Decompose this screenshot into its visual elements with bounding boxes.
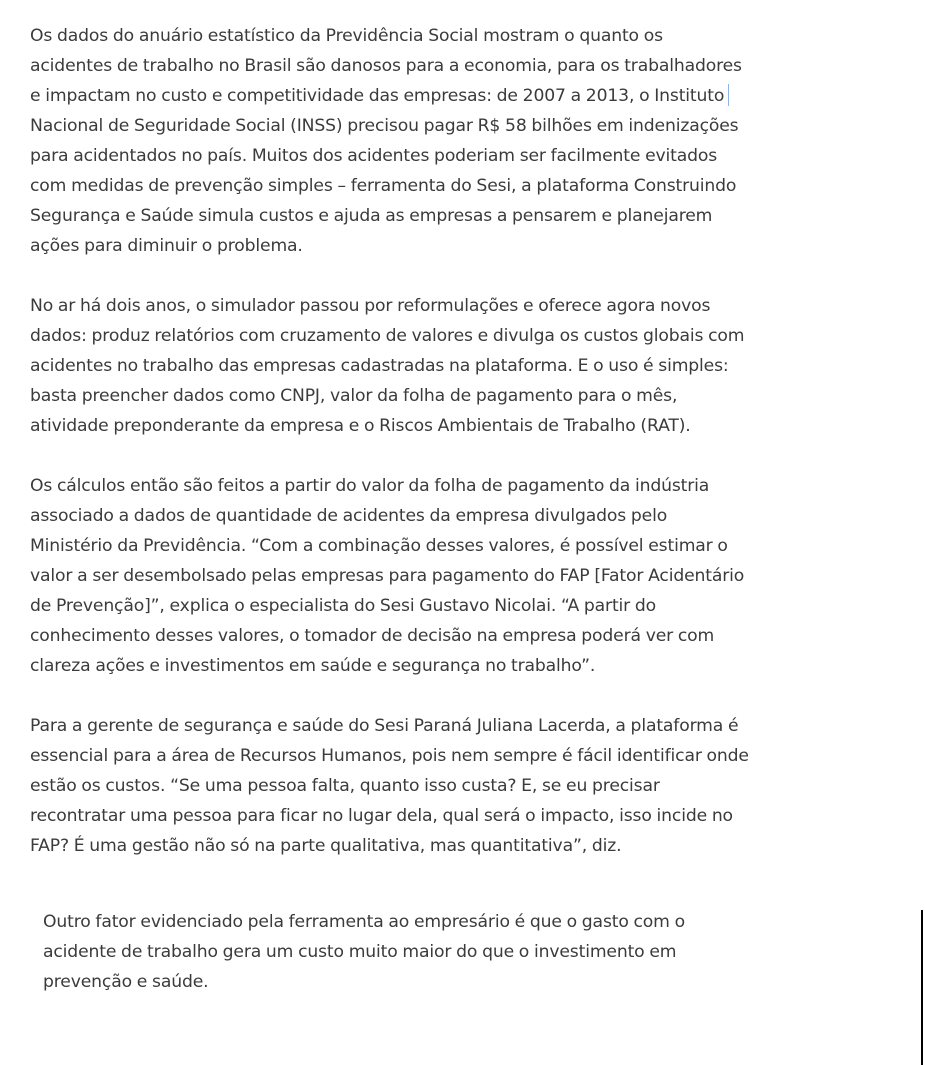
vertical-divider-rule <box>921 910 923 1065</box>
text-line: Os dados do anuário estatístico da Previdência Social mostram o quanto os <box>30 26 663 46</box>
text-line: Segurança e Saúde simula custos e ajuda as empresas a pensarem e planejarem <box>30 206 713 226</box>
text-line: com medidas de prevenção simples – ferramenta do Sesi, a plataforma Construindo <box>30 176 737 196</box>
text-line: para acidentados no país. Muitos dos acidentes poderiam ser facilmente evitados <box>30 146 718 166</box>
paragraph-5-indented <box>43 907 910 997</box>
text-line: dados: produz relatórios com cruzamento de valores e divulga os custos globais com <box>30 326 745 346</box>
text-line: conhecimento desses valores, o tomador de decisão na empresa poderá ver com <box>30 626 715 646</box>
paragraph-1 <box>30 21 910 261</box>
paragraph-4 <box>30 711 910 861</box>
text-line: acidentes no trabalho das empresas cadastradas na plataforma. E o uso é simples: <box>30 356 729 376</box>
text-line: ações para diminuir o problema. <box>30 236 303 256</box>
text-line: Nacional de Seguridade Social (INSS) precisou pagar R$ 58 bilhões em indenizações <box>30 116 739 136</box>
text-line: No ar há dois anos, o simulador passou por reformulações e oferece agora novos <box>30 296 711 316</box>
text-line: basta preencher dados como CNPJ, valor da folha de pagamento para o mês, <box>30 386 678 406</box>
text-line: Os cálculos então são feitos a partir do valor da folha de pagamento da indústria <box>30 476 710 496</box>
text-line: acidentes de trabalho no Brasil são danosos para a economia, para os trabalhadores <box>30 56 742 76</box>
text-line-with-caret <box>30 81 910 111</box>
text-line: valor a ser desembolsado pelas empresas para pagamento do FAP [Fator Acidentário <box>30 566 745 586</box>
text-cursor-caret <box>728 84 729 106</box>
text-line: atividade preponderante da empresa e o Riscos Ambientais de Trabalho (RAT). <box>30 416 691 436</box>
paragraph-3 <box>30 471 910 681</box>
text-line: associado a dados de quantidade de acidentes da empresa divulgados pelo <box>30 506 668 526</box>
text-line: Outro fator evidenciado pela ferramenta ao empresário é que o gasto com o <box>43 912 685 932</box>
text-line: FAP? É uma gestão não só na parte qualitativa, mas quantitativa”, diz. <box>30 836 622 856</box>
text-line: clareza ações e investimentos em saúde e segurança no trabalho”. <box>30 656 596 676</box>
text-line: Para a gerente de segurança e saúde do Sesi Paraná Juliana Lacerda, a plataforma é <box>30 716 739 736</box>
text-line: de Prevenção]”, explica o especialista do Sesi Gustavo Nicolai. “A partir do <box>30 596 657 616</box>
text-line: recontratar uma pessoa para ficar no lugar dela, qual será o impacto, isso incide no <box>30 806 733 826</box>
text-line: prevenção e saúde. <box>43 972 209 992</box>
text-line: acidente de trabalho gera um custo muito maior do que o investimento em <box>43 942 677 962</box>
text-line: essencial para a área de Recursos Humanos, pois nem sempre é fácil identificar onde <box>30 746 749 766</box>
text-line: estão os custos. “Se uma pessoa falta, quanto isso custa? E, se eu precisar <box>30 776 660 796</box>
text-line: e impactam no custo e competitividade das empresas: de 2007 a 2013, o Instituto <box>30 86 725 106</box>
article-body[interactable] <box>30 21 910 1027</box>
text-line: Ministério da Previdência. “Com a combinação desses valores, é possível estimar o <box>30 536 728 556</box>
paragraph-2 <box>30 291 910 441</box>
